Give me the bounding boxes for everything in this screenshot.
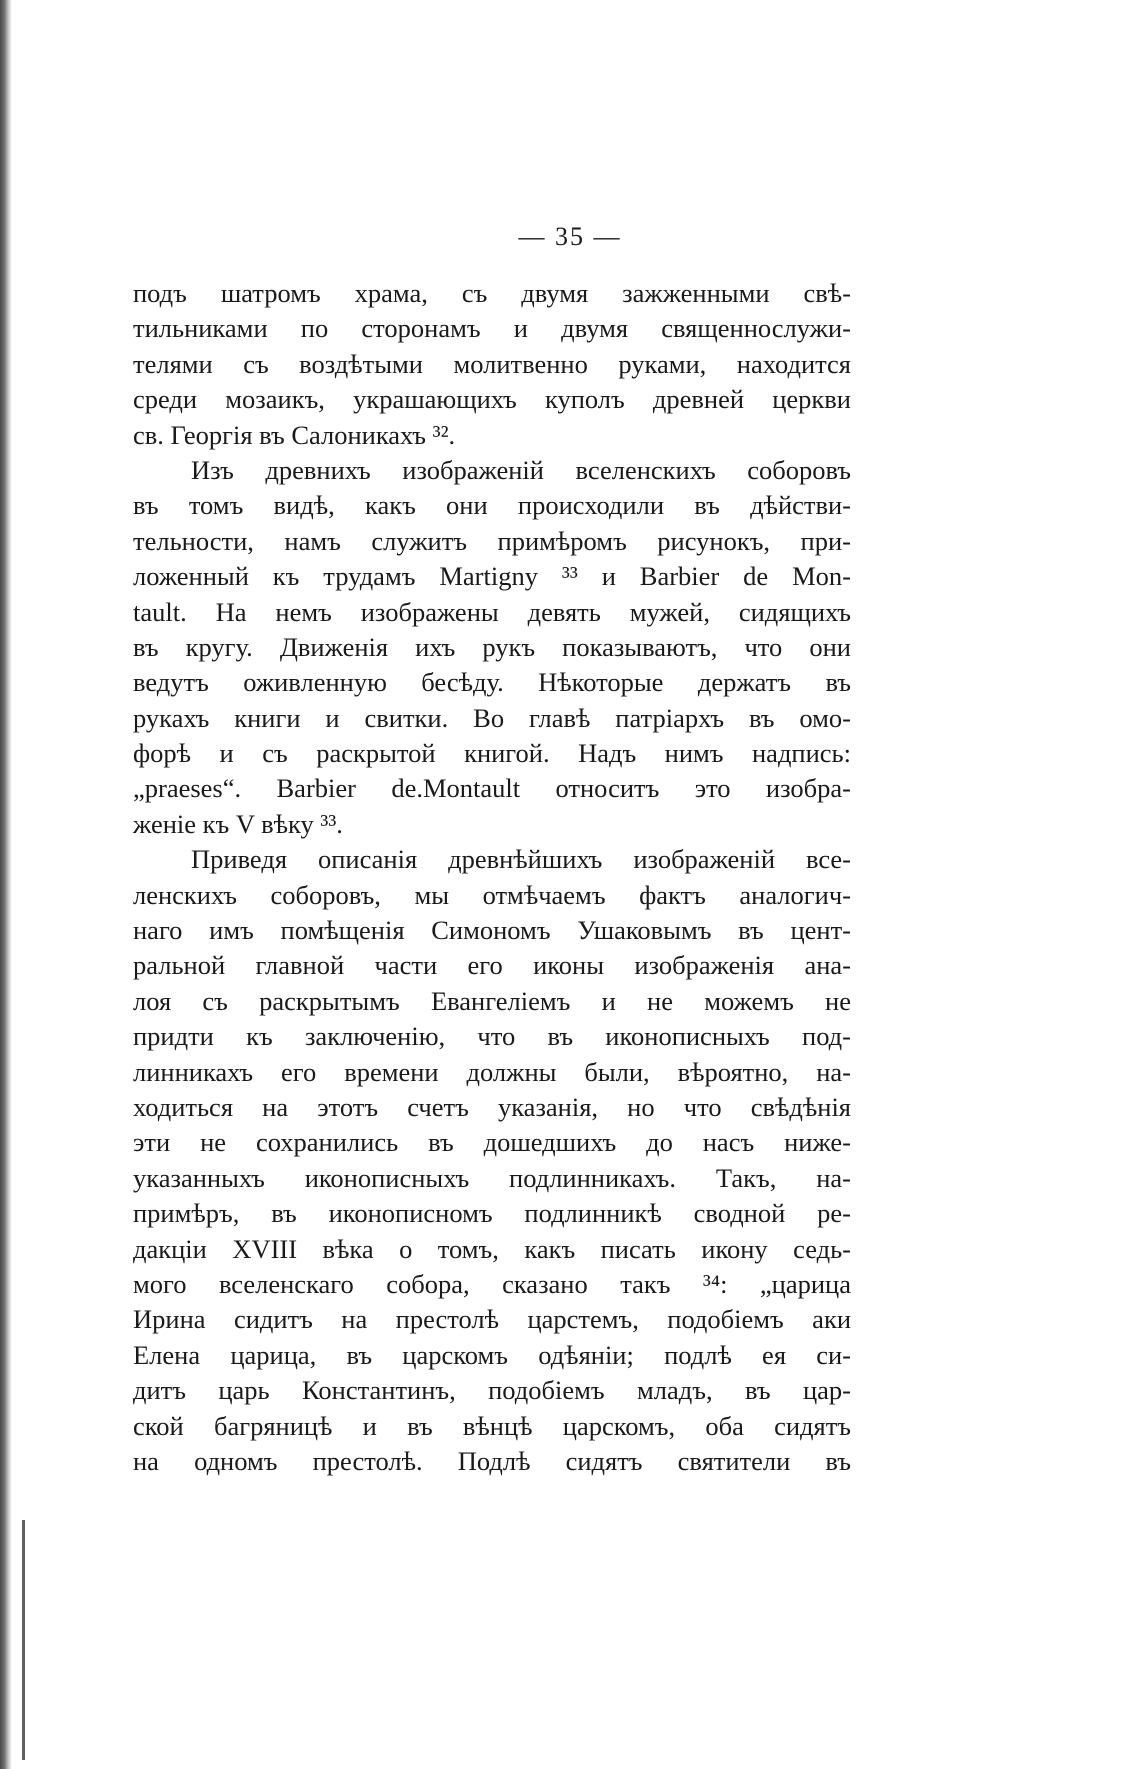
text-line: наго имъ помѣщенія Симономъ Ушаковымъ въ цент-: [133, 915, 851, 946]
text-line: примѣръ, въ иконописномъ подлинникѣ сводной ре-: [133, 1198, 851, 1229]
page-number: — 35 —: [518, 222, 622, 251]
text-line: ской багряницѣ и въ вѣнцѣ царскомъ, оба сидятъ: [133, 1410, 851, 1441]
text-line: мого вселенскаго собора, сказано такъ ³⁴: „царица: [133, 1268, 851, 1299]
paragraph-2: [133, 453, 851, 842]
text-line: ленскихъ соборовъ, мы отмѣчаемъ фактъ аналогич-: [133, 879, 851, 910]
text-line: Ирина сидитъ на престолѣ царстемъ, подобіемъ аки: [133, 1304, 851, 1335]
text-line: ходиться на этотъ счетъ указанія, но что свѣдѣнія: [133, 1091, 851, 1122]
text-line: среди мозаикъ, украшающихъ куполъ древней церкви: [133, 384, 851, 415]
text-line: лоя съ раскрытымъ Евангеліемъ и не можемъ не: [133, 985, 851, 1016]
text-line: линникахъ его времени должны были, вѣроятно, на-: [133, 1056, 851, 1087]
text-line: указанныхъ иконописныхъ подлинникахъ. Такъ, на-: [133, 1162, 851, 1193]
text-line: на одномъ престолѣ. Подлѣ сидятъ святители въ: [133, 1445, 851, 1476]
paragraph-1: [133, 276, 851, 453]
text-line: телями съ воздѣтыми молитвенно руками, находится: [133, 348, 851, 379]
text-line: Елена царица, въ царскомъ одѣяніи; подлѣ ея си-: [133, 1339, 851, 1370]
text-line: въ кругу. Движенія ихъ рукъ показываютъ, что они: [133, 631, 851, 662]
text-line: ложенный къ трудамъ Martigny ³³ и Barbier de Mon-: [133, 561, 851, 592]
body-text: [133, 276, 851, 1479]
text-line: рукахъ книги и свитки. Во главѣ патріархъ въ омо-: [133, 702, 851, 733]
text-line: форѣ и съ раскрытой книгой. Надъ нимъ надпись:: [133, 738, 851, 769]
text-line: ральной главной части его иконы изображенія ана-: [133, 950, 851, 981]
text-line: подъ шатромъ храма, съ двумя зажженными свѣ-: [133, 278, 851, 308]
text-line: эти не сохранились въ дошедшихъ до насъ ниже-: [133, 1127, 851, 1158]
page-edge-mark: [22, 1520, 25, 1760]
text-line: Приведя описанія древнѣйшихъ изображеній все-: [191, 844, 851, 875]
paragraph-3: [133, 842, 851, 1479]
text-line: придти къ заключенію, что въ иконописныхъ под-: [133, 1021, 851, 1052]
text-line: тельности, намъ служитъ примѣромъ рисунокъ, при-: [133, 525, 851, 556]
text-line: дакціи XVIII вѣка о томъ, какъ писать икону седь-: [133, 1233, 851, 1264]
text-line: св. Георгія въ Салоникахъ ³².: [133, 419, 456, 450]
text-line: тильниками по сторонамъ и двумя священнослужи-: [133, 313, 851, 344]
text-line: „praeses“. Barbier de.Montault относитъ это изобра-: [133, 773, 851, 804]
text-line: женіе къ V вѣку ³³.: [133, 808, 343, 839]
text-line: tault. На немъ изображены девять мужей, сидящихъ: [133, 596, 851, 627]
text-line: Изъ древнихъ изображеній вселенскихъ соборовъ: [191, 454, 851, 485]
page-spine-shadow: [0, 0, 12, 1769]
text-line: дитъ царь Константинъ, подобіемъ младъ, въ цар-: [133, 1375, 851, 1406]
text-line: въ томъ видѣ, какъ они происходили въ дѣйстви-: [133, 490, 851, 521]
text-line: ведутъ оживленную бесѣду. Нѣкоторые держатъ въ: [133, 667, 851, 698]
